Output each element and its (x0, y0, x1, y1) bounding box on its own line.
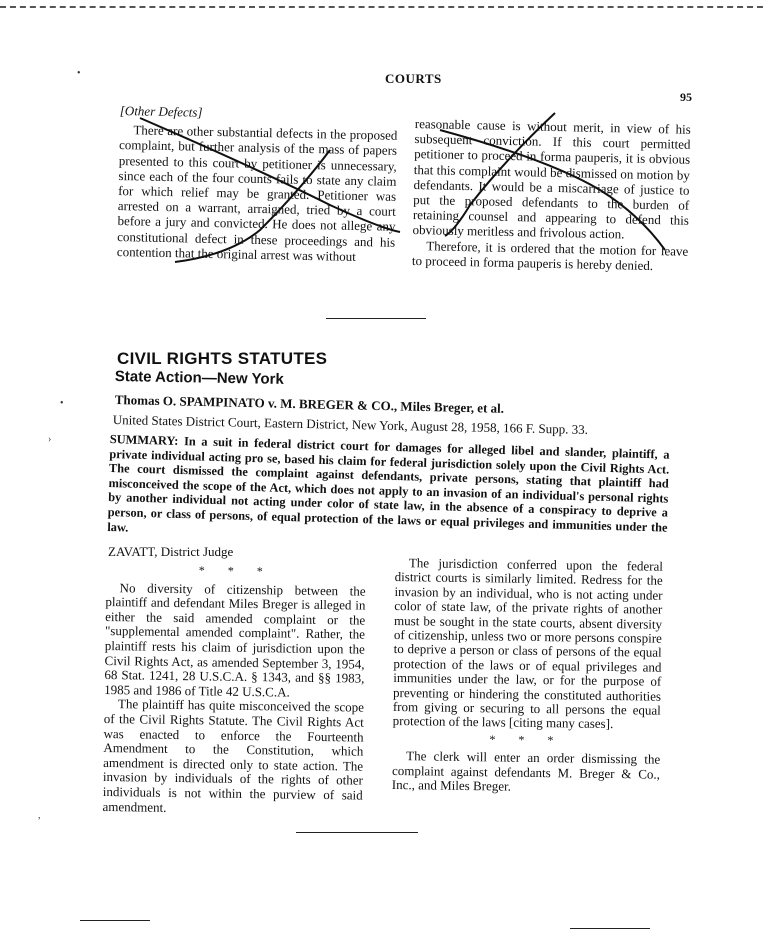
upper-right-paragraph-2: Therefore, it is ordered that the motion for leave to proceed in forma pauperis is hereby denied. (411, 237, 689, 273)
page-number: 95 (680, 90, 692, 104)
end-rule (296, 832, 418, 833)
scan-artifact-line-2 (570, 928, 650, 929)
upper-left-paragraph: There are other substantial defects in the proposed complaint, but further analysis of the mass of papers presented to this court by petitioner is unnecessary, since each of the four counts fails to state any claim for which relief may be granted. Petitioner was arrested on a warrant, arraigned, tried by a court before a jury and convicted. He does not allege any constitutional defect in these proceedings and his contention that the original arrest was without (116, 122, 398, 264)
opinion-left-column (102, 560, 366, 818)
summary-text: In a suit in federal district court for damages for alleged libel and slander, plaintiff, a private individual acting pro se, based his claim for federal jurisdiction solely upon the Civil Rights Act. The court dismissed the complaint against defendants, private persons, stating that plaintiff had misconceived the scope of the Act, which does not apply to an invasion of an individual's personal rights by another individual not acting under color of state law, in the absence of a conspiracy to deprive a person, or class of persons, of equal protection of the laws or equal privileges and immunities under the law. (107, 434, 670, 535)
ellipsis-stars-2: * * * (489, 732, 564, 748)
opinion-right-column (392, 556, 663, 796)
opinion-left-paragraph-1: No diversity of citizenship between the plaintiff and defendant Miles Breger is alleged in either the said amended complaint or the "supplemental amended complaint". Rather, the plaintiff rests his claim of jurisdiction upon the Civil Rights Act, as amended September 3, 1954, 68 Stat. 1241, 28 U.S.C.A. § 1343, and §§ 1983, 1985 and 1986 of Title 42 U.S.C.A. (104, 579, 366, 700)
scan-speck-2: • (60, 398, 64, 409)
summary-label: SUMMARY: (109, 432, 179, 448)
opinion-right-paragraph-2: The clerk will enter an order dismissing the complaint against defendants M. Breger & Co., Inc., and Miles Breger. (391, 748, 661, 794)
scan-edge-dashed-border (0, 6, 763, 8)
opinion-right-paragraph-1: The jurisdiction conferred upon the federal district courts is similarly limited. Redress for the invasion by an individual, who is not acting under color of state law, of the private rights of another must be sought in the state courts, absent diversity of citizenship, unless two or more persons conspire to deprive a person or class of persons of the equal protection of the laws or of equal privileges and immunities under the law, or for the purpose of preventing or hindering the constituted authorities from giving or securing to all persons the equal protection of the laws [citing many cases]. (392, 555, 663, 732)
scan-speck-4: , (38, 810, 41, 821)
ellipsis-stars: * * * (198, 563, 273, 579)
section-subtitle: State Action—New York (114, 368, 284, 388)
upper-right-paragraph-1: reasonable cause is without merit, in view of his subsequent conviction. If this court permitted petitioner to proceed in forma pauperis, it is obvious that this complaint would be dismissed on motion by defendants. It would be a miscarriage of justice to put the proposed defendants to the burden of retaining counsel and appearing to defend this obviously meritless and frivolous action. (412, 116, 691, 242)
scan-speck: • (77, 68, 81, 79)
court-citation: United States District Court, Eastern District, New York, August 28, 1958, 166 F. Supp. 33. (112, 412, 589, 437)
section-divider-rule (326, 318, 426, 319)
section-title: CIVIL RIGHTS STATUTES (117, 349, 328, 368)
scan-artifact-line (80, 920, 150, 921)
case-summary (107, 432, 670, 550)
scan-speck-3: › (48, 434, 52, 445)
upper-left-column (117, 103, 398, 265)
section-subhead: [Other Defects] (119, 103, 203, 120)
upper-right-column (412, 116, 691, 274)
judge-name: ZAVATT, District Judge (108, 544, 234, 559)
running-head: COURTS (385, 71, 442, 86)
opinion-left-paragraph-2: The plaintiff has quite misconceived the scope of the Civil Rights Statute. The Civil Rights Act was enacted to enforce the Fourteenth Amendment to the Constitution, which amendment is directed only to state action. The invasion by individuals of the rights of other individuals is not within the purview of said amendment. (102, 696, 365, 815)
case-caption: Thomas O. SPAMPINATO v. M. BREGER & CO., Miles Breger, et al. (114, 392, 505, 416)
